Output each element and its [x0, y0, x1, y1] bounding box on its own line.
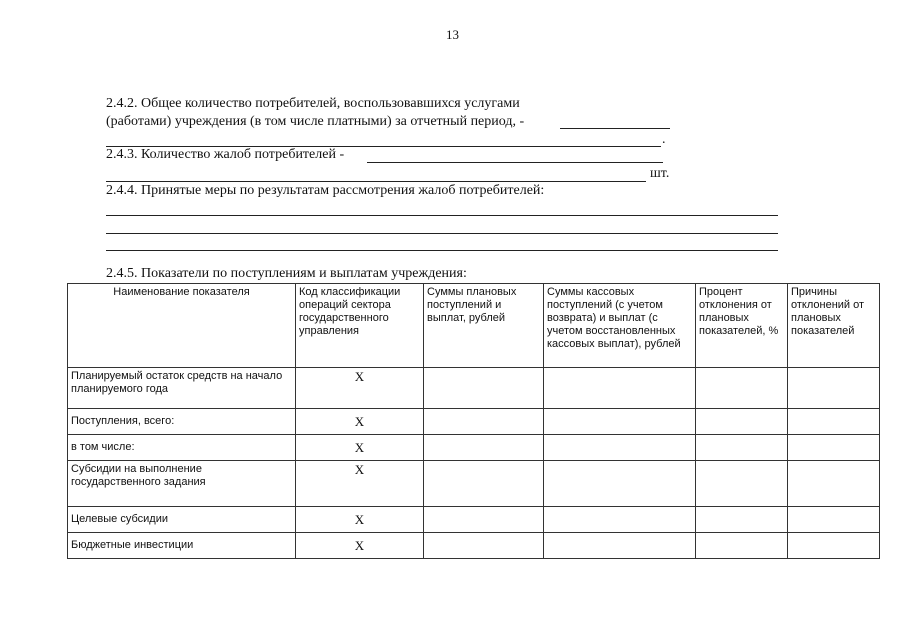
row-cell-empty — [544, 409, 696, 435]
row-code: X — [296, 461, 424, 507]
table-row — [68, 409, 880, 435]
row-code: X — [296, 409, 424, 435]
table-row — [68, 533, 880, 559]
page-number: 13 — [446, 27, 459, 42]
row-cell-empty — [696, 507, 788, 533]
row-name: Целевые субсидии — [68, 507, 296, 533]
row-cell-empty — [424, 507, 544, 533]
row-cell-empty — [696, 461, 788, 507]
row-cell-empty — [696, 435, 788, 461]
row-code: X — [296, 533, 424, 559]
row-cell-empty — [424, 368, 544, 409]
row-cell-empty — [544, 461, 696, 507]
table-row — [68, 461, 880, 507]
row-code: X — [296, 507, 424, 533]
fill-line-244a — [106, 215, 778, 216]
row-cell-empty — [696, 409, 788, 435]
row-cell-empty — [544, 533, 696, 559]
section-242-line2: (работами) учреждения (в том числе платными) за отчетный период, - — [106, 114, 525, 129]
row-cell-empty — [788, 461, 880, 507]
header-cash-sums: Суммы кассовых поступлений (с учетом возврата) и выплат (с учетом восстановленных кассовых выплат), рублей — [544, 284, 696, 368]
receipts-payments-table — [67, 283, 880, 559]
row-cell-empty — [424, 533, 544, 559]
fill-line-244b — [106, 233, 778, 234]
table-header-row — [68, 284, 880, 368]
row-code: X — [296, 435, 424, 461]
fill-line-244c — [106, 250, 778, 251]
row-cell-empty — [788, 507, 880, 533]
section-243-unit: шт. — [650, 166, 670, 181]
row-cell-empty — [544, 368, 696, 409]
row-cell-empty — [788, 409, 880, 435]
header-planned-sums: Суммы плановых поступлений и выплат, рублей — [424, 284, 544, 368]
row-cell-empty — [424, 435, 544, 461]
header-classification-code: Код классификации операций сектора государственного управления — [296, 284, 424, 368]
table-row — [68, 435, 880, 461]
row-name: Поступления, всего: — [68, 409, 296, 435]
header-indicator-name: Наименование показателя — [68, 284, 296, 368]
section-242-period: . — [662, 132, 666, 147]
row-cell-empty — [424, 409, 544, 435]
table-row — [68, 368, 880, 409]
row-cell-empty — [544, 435, 696, 461]
fill-line-243a — [367, 162, 663, 163]
row-code: X — [296, 368, 424, 409]
row-name: в том числе: — [68, 435, 296, 461]
row-cell-empty — [696, 368, 788, 409]
row-cell-empty — [696, 533, 788, 559]
header-deviation-reasons: Причины отклонений от плановых показателей — [788, 284, 880, 368]
header-deviation-percent: Процент отклонения от плановых показателей, % — [696, 284, 788, 368]
table-row — [68, 507, 880, 533]
row-name: Бюджетные инвестиции — [68, 533, 296, 559]
row-name: Планируемый остаток средств на начало планируемого года — [68, 368, 296, 409]
section-243-line1: 2.4.3. Количество жалоб потребителей - — [106, 147, 345, 162]
fill-line-243b — [106, 181, 646, 182]
section-244-line1: 2.4.4. Принятые меры по результатам рассмотрения жалоб потребителей: — [106, 183, 545, 198]
row-cell-empty — [788, 533, 880, 559]
section-242-line1: 2.4.2. Общее количество потребителей, воспользовавшихся услугами — [106, 96, 520, 111]
row-cell-empty — [544, 507, 696, 533]
fill-line-242a — [560, 128, 670, 129]
row-name: Субсидии на выполнение государственного задания — [68, 461, 296, 507]
row-cell-empty — [424, 461, 544, 507]
section-245-title: 2.4.5. Показатели по поступлениям и выплатам учреждения: — [106, 266, 467, 281]
row-cell-empty — [788, 435, 880, 461]
row-cell-empty — [788, 368, 880, 409]
